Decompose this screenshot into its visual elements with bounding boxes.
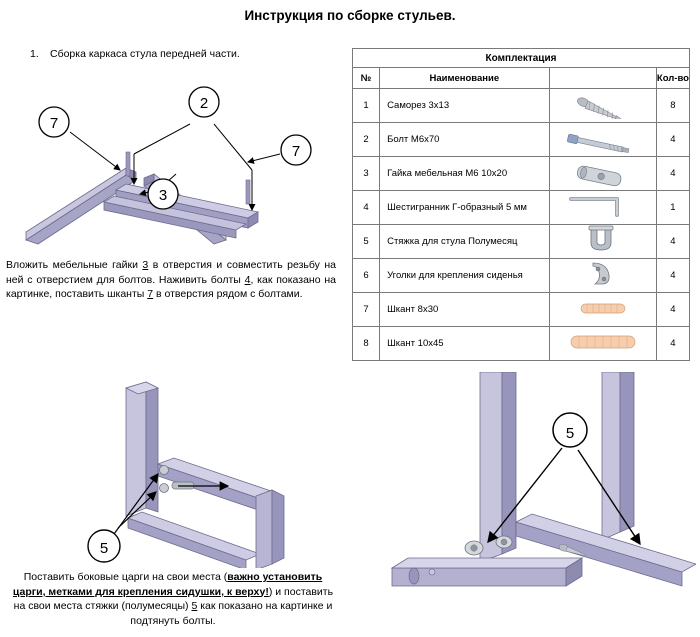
caption2-part1: Поставить боковые царги на свои места ( (23, 571, 228, 583)
row-7-no: 7 (353, 293, 380, 327)
row-2-no: 2 (353, 123, 380, 157)
table-row (353, 225, 690, 259)
callout-2-label: 2 (199, 95, 209, 112)
row-2-image (549, 123, 656, 157)
row-5-image (549, 225, 656, 259)
screw-small-icon (551, 89, 655, 119)
callout-5-right-label: 5 (565, 425, 575, 442)
row-1-no: 1 (353, 89, 380, 123)
callout-7-left (39, 107, 69, 137)
header-name: Наименование (380, 68, 550, 89)
row-3-image (549, 157, 656, 191)
row-6-image (549, 259, 656, 293)
row-6-no: 6 (353, 259, 380, 293)
hex-key-icon (551, 191, 655, 221)
caption1-part2: в отверстия и совместить резьбу на ней с отверстием для болтов. Наживить болты (6, 259, 337, 286)
callout-7-right-label: 7 (291, 143, 301, 160)
caption1-ref-4: 4 (244, 273, 251, 286)
table-row (353, 123, 690, 157)
row-8-image (549, 327, 656, 361)
table-row (353, 259, 690, 293)
row-7-qty: 4 (656, 293, 689, 327)
caption2-part2: ) и поставить на свои места стяжки (полумесяцы) (13, 585, 334, 612)
caption2-bold: важно установить царги, метками для крепления сидушки, к верху! (12, 571, 323, 598)
row-4-qty: 1 (656, 191, 689, 225)
caption2-part3: как показано на картинке и подтянуть болты. (130, 600, 333, 627)
header-qty: Кол-во (656, 68, 689, 89)
back-post-tall (480, 372, 516, 562)
row-3-qty: 4 (656, 157, 689, 191)
row-1-image (549, 89, 656, 123)
callout-5-right (553, 413, 587, 447)
row-2-name: Болт М6х70 (380, 123, 550, 157)
callout-5-left (88, 530, 120, 562)
corner-bracket-icon (551, 259, 655, 289)
row-6-name: Уголки для крепления сиденья (380, 259, 550, 293)
row-2-qty: 4 (656, 123, 689, 157)
caption1-ref-3: 3 (142, 259, 149, 271)
table-row (353, 89, 690, 123)
callout-7-left-label: 7 (49, 115, 59, 132)
table-row (353, 327, 690, 361)
caption1-part3: , как показано на картинке, поставить шканты (6, 273, 336, 300)
row-3-no: 3 (353, 157, 380, 191)
callout-3 (148, 179, 178, 209)
table-title-row (353, 49, 690, 68)
row-8-no: 8 (353, 327, 380, 361)
row-3-name: Гайка мебельная М6 10х20 (380, 157, 550, 191)
callout-7-right (281, 135, 311, 165)
dowel-10x45-icon (551, 327, 655, 357)
row-5-name: Стяжка для стула Полумесяц (380, 225, 550, 259)
table-row (353, 293, 690, 327)
header-no: № (353, 68, 380, 89)
row-1-qty: 8 (656, 89, 689, 123)
page-title: Инструкция по сборке стульев. (244, 8, 456, 23)
row-1-name: Саморез 3х13 (380, 89, 550, 123)
step1-number: 1. (30, 48, 39, 60)
assembly-diagram-step1 (8, 62, 328, 247)
dowel-8x30-icon (551, 293, 655, 323)
row-8-name: Шкант 10х45 (380, 327, 550, 361)
barrel-nut-icon (551, 157, 655, 187)
caption1-part1: Вложить мебельные гайки (6, 259, 143, 271)
table-row (353, 191, 690, 225)
back-post-right (602, 372, 634, 540)
step1-text: Сборка каркаса стула передней части. (50, 48, 240, 60)
row-8-qty: 4 (656, 327, 689, 361)
table-title: Комплектация (353, 49, 690, 68)
parts-table (352, 48, 690, 361)
assembly-diagram-step2-left (6, 378, 336, 568)
crescent-bracket-icon (551, 225, 655, 255)
assembly-diagram-step2-right (352, 372, 696, 634)
row-4-no: 4 (353, 191, 380, 225)
row-7-image (549, 293, 656, 327)
caption2-ref-5: 5 (191, 600, 198, 612)
step1-caption (6, 258, 336, 302)
row-4-name: Шестигранник Г-образный 5 мм (380, 191, 550, 225)
caption1-part4: в отверстия рядом с болтами. (153, 288, 303, 300)
row-5-qty: 4 (656, 225, 689, 259)
header-image (549, 68, 656, 89)
callout-5-left-label: 5 (99, 540, 109, 557)
table-header-row (353, 68, 690, 89)
bolt-long-icon (551, 123, 655, 153)
bottom-rail (128, 512, 260, 568)
row-7-name: Шкант 8х30 (380, 293, 550, 327)
front-leg (256, 490, 284, 568)
front-rail-low (392, 558, 582, 586)
callout-3-label: 3 (158, 187, 168, 204)
callout-2 (189, 87, 219, 117)
row-5-no: 5 (353, 225, 380, 259)
step2-caption (8, 570, 338, 628)
row-4-image (549, 191, 656, 225)
row-6-qty: 4 (656, 259, 689, 293)
table-row (353, 157, 690, 191)
caption1-ref-7: 7 (147, 288, 154, 300)
